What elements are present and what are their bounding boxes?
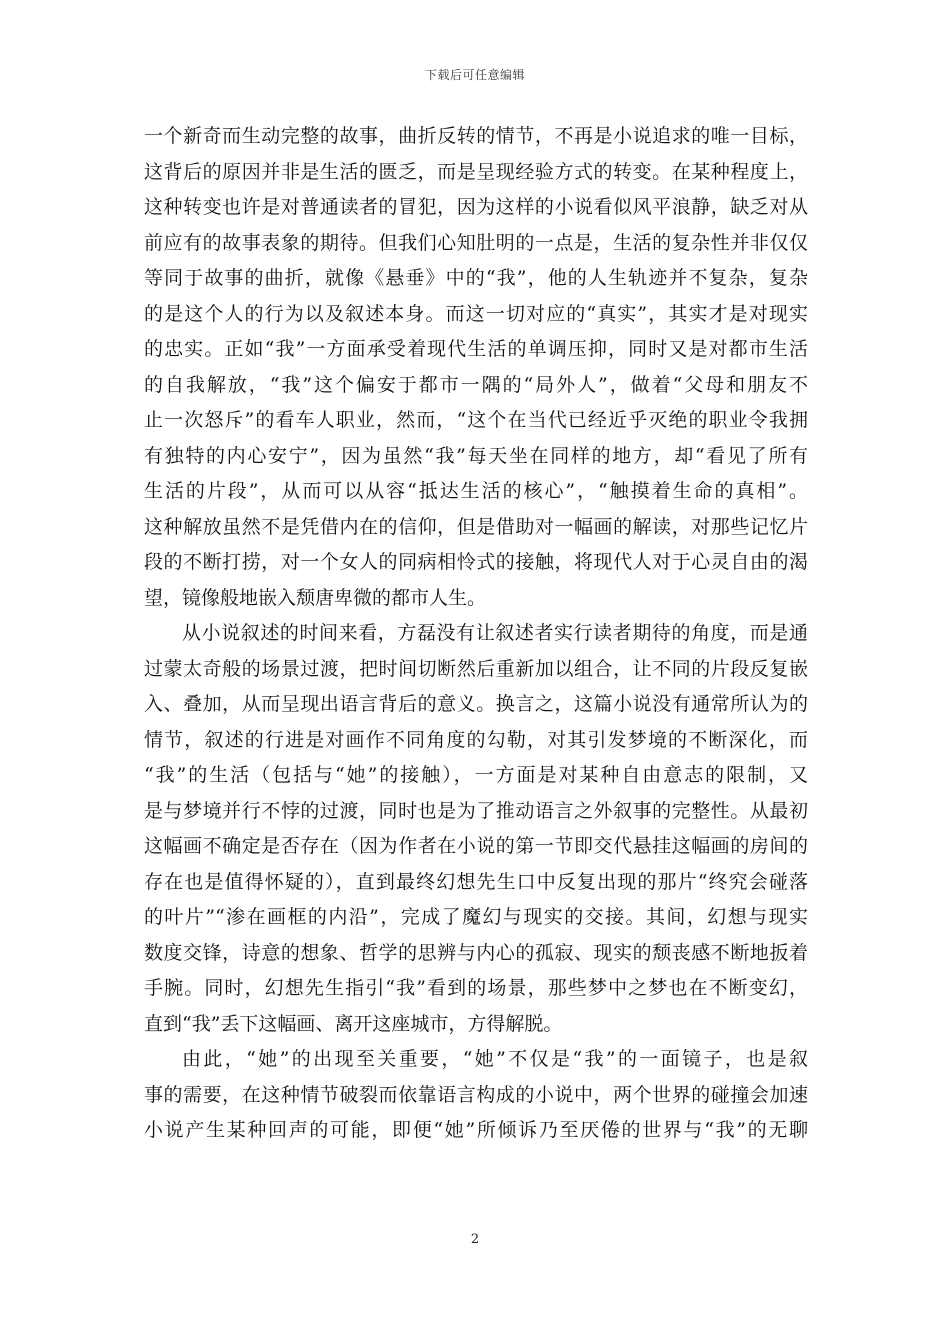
text-line: 等同于故事的曲折，就像《悬垂》中的“我”，他的人生轨迹并不复杂，复杂 [144,267,808,289]
text-line: 直到“我”丢下这幅画、离开这座城市，方得解脱。 [144,1012,563,1035]
text-line: 的叶片”“渗在画框的内沿”，完成了魔幻与现实的交接。其间，幻想与现实 [144,906,808,928]
text-line: “我”的生活（包括与“她”的接触），一方面是对某种自由意志的限制，又 [144,764,808,786]
text-line: 入、叠加，从而呈现出语言背后的意义。换言之，这篇小说没有通常所认为的 [144,693,808,715]
page-header: 下载后可任意编辑 [424,68,525,82]
text-line: 这幅画不确定是否存在（因为作者在小说的第一节即交代悬挂这幅画的房间的 [144,835,808,857]
text-line: 手腕。同时，幻想先生指引“我”看到的场景，那些梦中之梦也在不断变幻， [144,977,808,999]
text-line: 这种解放虽然不是凭借内在的信仰，但是借助对一幅画的解读，对那些记忆片 [144,515,808,538]
text-line: 小说产生某种回声的可能，即便“她”所倾诉乃至厌倦的世界与“我”的无聊 [144,1119,808,1141]
text-line: 一个新奇而生动完整的故事，曲折反转的情节，不再是小说追求的唯一目标， [144,125,808,147]
text-line: 由此，“她”的出现至关重要，“她”不仅是“我”的一面镜子，也是叙 [182,1048,808,1070]
text-line: 的自我解放，“我”这个偏安于都市一隅的“局外人”，做着“父母和朋友不 [144,373,808,396]
text-line: 望，镜像般地嵌入颓唐卑微的都市人生。 [144,586,487,609]
text-line: 过蒙太奇般的场景过渡，把时间切断然后重新加以组合，让不同的片段反复嵌 [144,657,808,680]
text-line: 生活的片段”，从而可以从容“抵达生活的核心”，“触摸着生命的真相”。 [144,480,808,502]
page-number: 2 [470,1232,480,1247]
text-line: 从小说叙述的时间来看，方磊没有让叙述者实行读者期待的角度，而是通 [182,622,808,644]
text-line: 段的不断打捞，对一个女人的同病相怜式的接触，将现代人对于心灵自由的渴 [144,551,808,573]
body-text [144,119,808,1149]
text-line: 前应有的故事表象的期待。但我们心知肚明的一点是，生活的复杂性并非仅仅 [144,231,808,254]
text-line: 是与梦境并行不悖的过渡，同时也是为了推动语言之外叙事的完整性。从最初 [144,799,808,822]
text-line: 这背后的原因并非是生活的匮乏，而是呈现经验方式的转变。在某种程度上， [144,160,808,183]
text-line: 事的需要，在这种情节破裂而依靠语言构成的小说中，两个世界的碰撞会加速 [144,1083,808,1106]
text-line: 有独特的内心安宁”，因为虽然“我”每天坐在同样的地方，却“看见了所有 [144,444,808,467]
text-line: 数度交锋，诗意的想象、哲学的思辨与内心的孤寂、现实的颓丧感不断地扳着 [144,941,808,964]
text-line: 存在也是值得怀疑的），直到最终幻想先生口中反复出现的那片“终究会碰落 [144,870,808,893]
text-line: 情节，叙述的行进是对画作不同角度的勾勒，对其引发梦境的不断深化，而 [144,728,808,751]
text-line: 这种转变也许是对普通读者的冒犯，因为这样的小说看似风平浪静，缺乏对从 [144,196,808,218]
text-line: 的忠实。正如“我”一方面承受着现代生活的单调压抑，同时又是对都市生活 [144,338,808,360]
text-line: 止一次怒斥”的看车人职业，然而，“这个在当代已经近乎灭绝的职业令我拥 [144,409,808,431]
text-line: 的是这个人的行为以及叙述本身。而这一切对应的“真实”，其实才是对现实 [144,302,808,325]
